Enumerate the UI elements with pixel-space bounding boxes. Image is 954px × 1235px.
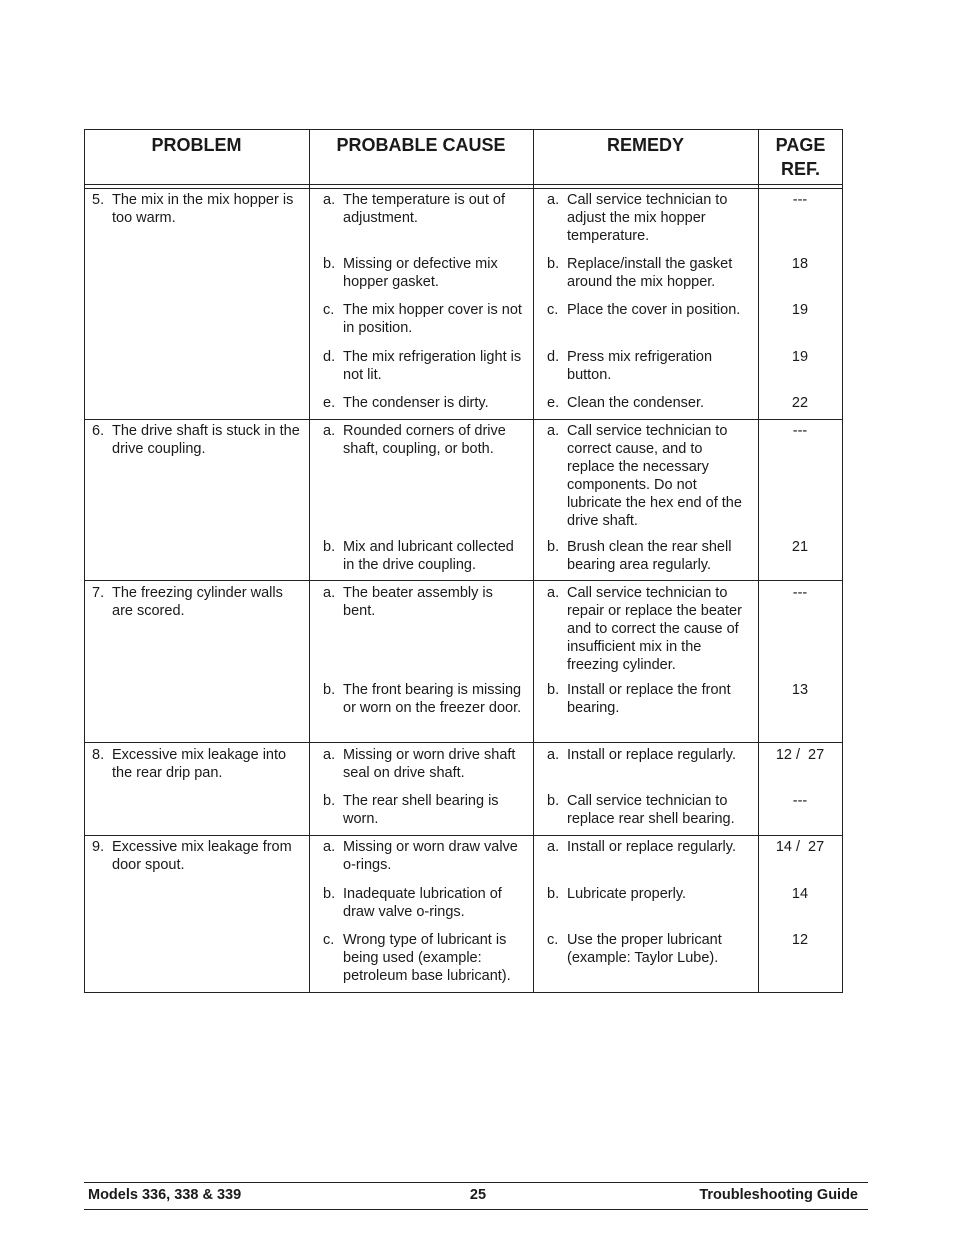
column-divider — [533, 129, 534, 993]
remedy-item — [547, 301, 753, 319]
problem-cell — [92, 422, 304, 458]
problem-cell — [92, 191, 304, 227]
remedy-item — [547, 838, 753, 856]
item-letter: b. — [323, 793, 336, 809]
remedy-text: Install or replace regularly. — [567, 839, 736, 855]
problem-cell — [92, 584, 304, 620]
item-letter: b. — [323, 682, 336, 698]
header-page-ref-line2: REF. — [780, 159, 820, 179]
cause-item — [323, 885, 529, 921]
column-divider — [309, 129, 310, 993]
item-letter: a. — [323, 423, 336, 439]
cause-text: Mix and lubricant collected in the drive coupling. — [343, 539, 514, 573]
item-letter: b. — [547, 886, 560, 902]
item-letter: a. — [323, 585, 336, 601]
remedy-text: Call service technician to correct cause, and to replace the necessary components. Do not lubricate the hex end of the drive shaft. — [567, 423, 742, 529]
page-ref: 18 — [791, 256, 809, 272]
cause-item — [323, 792, 529, 828]
page-ref: 21 — [791, 539, 809, 555]
item-letter: a. — [547, 585, 560, 601]
remedy-text: Brush clean the rear shell bearing area regularly. — [567, 539, 732, 573]
footer-rule-bottom — [84, 1209, 868, 1210]
remedy-text: Call service technician to repair or replace the beater and to correct the cause of insufficient mix in the freezing cylinder. — [567, 585, 742, 673]
problem-cell — [92, 838, 304, 874]
remedy-text: Call service technician to adjust the mix hopper temperature. — [567, 192, 728, 244]
item-letter: c. — [547, 932, 559, 948]
cause-text: The temperature is out of adjustment. — [343, 192, 505, 226]
cause-text: The front bearing is missing or worn on the freezer door. — [343, 682, 522, 716]
remedy-item — [547, 348, 753, 384]
footer-models: Models 336, 338 & 339 — [88, 1187, 242, 1203]
item-letter: b. — [547, 256, 560, 272]
remedy-text: Clean the condenser. — [567, 395, 705, 411]
page-ref: 13 — [791, 682, 809, 698]
cause-item — [323, 681, 529, 717]
problem-number: 8. — [92, 747, 105, 763]
page-ref: 14 / 27 — [775, 839, 825, 855]
cause-text: The mix refrigeration light is not lit. — [343, 349, 522, 383]
problem-text: The mix in the mix hopper is too warm. — [112, 192, 294, 226]
item-letter: a. — [547, 192, 560, 208]
remedy-item — [547, 746, 753, 764]
cause-item — [323, 584, 529, 620]
page-ref: 12 / 27 — [775, 747, 825, 763]
cause-item — [323, 348, 529, 384]
row-divider — [84, 742, 843, 743]
item-letter: c. — [323, 932, 335, 948]
cause-text: Missing or worn drive shaft seal on drive shaft. — [343, 747, 516, 781]
remedy-item — [547, 681, 753, 717]
page-ref: 22 — [791, 395, 809, 411]
cause-item — [323, 931, 529, 985]
item-letter: b. — [547, 682, 560, 698]
cause-text: The rear shell bearing is worn. — [343, 793, 499, 827]
cause-text: The mix hopper cover is not in position. — [343, 302, 522, 336]
cause-text: Wrong type of lubricant is being used (example: petroleum base lubricant). — [343, 932, 511, 984]
item-letter: c. — [323, 302, 335, 318]
remedy-text: Install or replace regularly. — [567, 747, 736, 763]
remedy-item — [547, 538, 753, 574]
page-ref: --- — [792, 793, 808, 809]
cause-text: Missing or worn draw valve o-rings. — [343, 839, 518, 873]
problem-number: 7. — [92, 585, 105, 601]
header-rule — [84, 184, 843, 185]
remedy-item — [547, 792, 753, 828]
remedy-item — [547, 191, 753, 245]
item-letter: d. — [323, 349, 336, 365]
header-remedy: REMEDY — [606, 135, 684, 155]
cause-text: The beater assembly is bent. — [343, 585, 493, 619]
page-ref: 12 — [791, 932, 809, 948]
item-letter: b. — [323, 539, 336, 555]
item-letter: a. — [547, 747, 560, 763]
remedy-text: Replace/install the gasket around the mix hopper. — [567, 256, 733, 290]
remedy-text: Press mix refrigeration button. — [567, 349, 713, 383]
header-rule — [84, 188, 843, 189]
header-page-ref — [758, 133, 843, 181]
item-letter: b. — [323, 256, 336, 272]
problem-number: 9. — [92, 839, 105, 855]
remedy-text: Install or replace the front bearing. — [567, 682, 731, 716]
cause-item — [323, 838, 529, 874]
remedy-item — [547, 422, 753, 530]
page-ref: --- — [792, 192, 808, 208]
item-letter: d. — [547, 349, 560, 365]
problem-text: Excessive mix leakage into the rear drip pan. — [112, 747, 287, 781]
problem-number: 6. — [92, 423, 105, 439]
remedy-text: Lubricate properly. — [567, 886, 687, 902]
item-letter: a. — [547, 423, 560, 439]
row-divider — [84, 580, 843, 581]
page-ref: 19 — [791, 302, 809, 318]
item-letter: b. — [323, 886, 336, 902]
remedy-item — [547, 584, 753, 674]
problem-text: Excessive mix leakage from door spout. — [112, 839, 292, 873]
problem-cell — [92, 746, 304, 782]
item-letter: b. — [547, 539, 560, 555]
cause-text: Inadequate lubrication of draw valve o-rings. — [343, 886, 502, 920]
remedy-text: Use the proper lubricant (example: Taylor Lube). — [567, 932, 722, 966]
remedy-item — [547, 394, 753, 412]
problem-number: 5. — [92, 192, 105, 208]
cause-text: The condenser is dirty. — [343, 395, 489, 411]
cause-item — [323, 422, 529, 458]
item-letter: a. — [547, 839, 560, 855]
item-letter: a. — [323, 192, 336, 208]
header-problem: PROBLEM — [151, 135, 242, 155]
item-letter: e. — [547, 395, 560, 411]
row-divider — [84, 419, 843, 420]
footer-rule-top — [84, 1182, 868, 1183]
row-divider — [84, 835, 843, 836]
cause-item — [323, 191, 529, 227]
item-letter: c. — [547, 302, 559, 318]
page-ref: 14 — [791, 886, 809, 902]
remedy-text: Place the cover in position. — [567, 302, 741, 318]
item-letter: e. — [323, 395, 336, 411]
cause-item — [323, 538, 529, 574]
cause-text: Missing or defective mix hopper gasket. — [343, 256, 498, 290]
cause-item — [323, 394, 529, 412]
cause-item — [323, 746, 529, 782]
remedy-item — [547, 255, 753, 291]
item-letter: a. — [323, 839, 336, 855]
cause-item — [323, 301, 529, 337]
page-ref: --- — [792, 585, 808, 601]
header-page-ref-line1: PAGE — [775, 135, 826, 155]
item-letter: b. — [547, 793, 560, 809]
page-ref: --- — [792, 423, 808, 439]
remedy-text: Call service technician to replace rear shell bearing. — [567, 793, 735, 827]
problem-text: The drive shaft is stuck in the drive coupling. — [112, 423, 300, 457]
header-probable-cause: PROBABLE CAUSE — [336, 135, 506, 155]
footer-guide-title: Troubleshooting Guide — [699, 1187, 858, 1203]
footer-page-number: 25 — [469, 1187, 487, 1203]
cause-text: Rounded corners of drive shaft, coupling, or both. — [343, 423, 506, 457]
item-letter: a. — [323, 747, 336, 763]
remedy-item — [547, 885, 753, 903]
cause-item — [323, 255, 529, 291]
problem-text: The freezing cylinder walls are scored. — [112, 585, 283, 619]
remedy-item — [547, 931, 753, 967]
page-ref: 19 — [791, 349, 809, 365]
